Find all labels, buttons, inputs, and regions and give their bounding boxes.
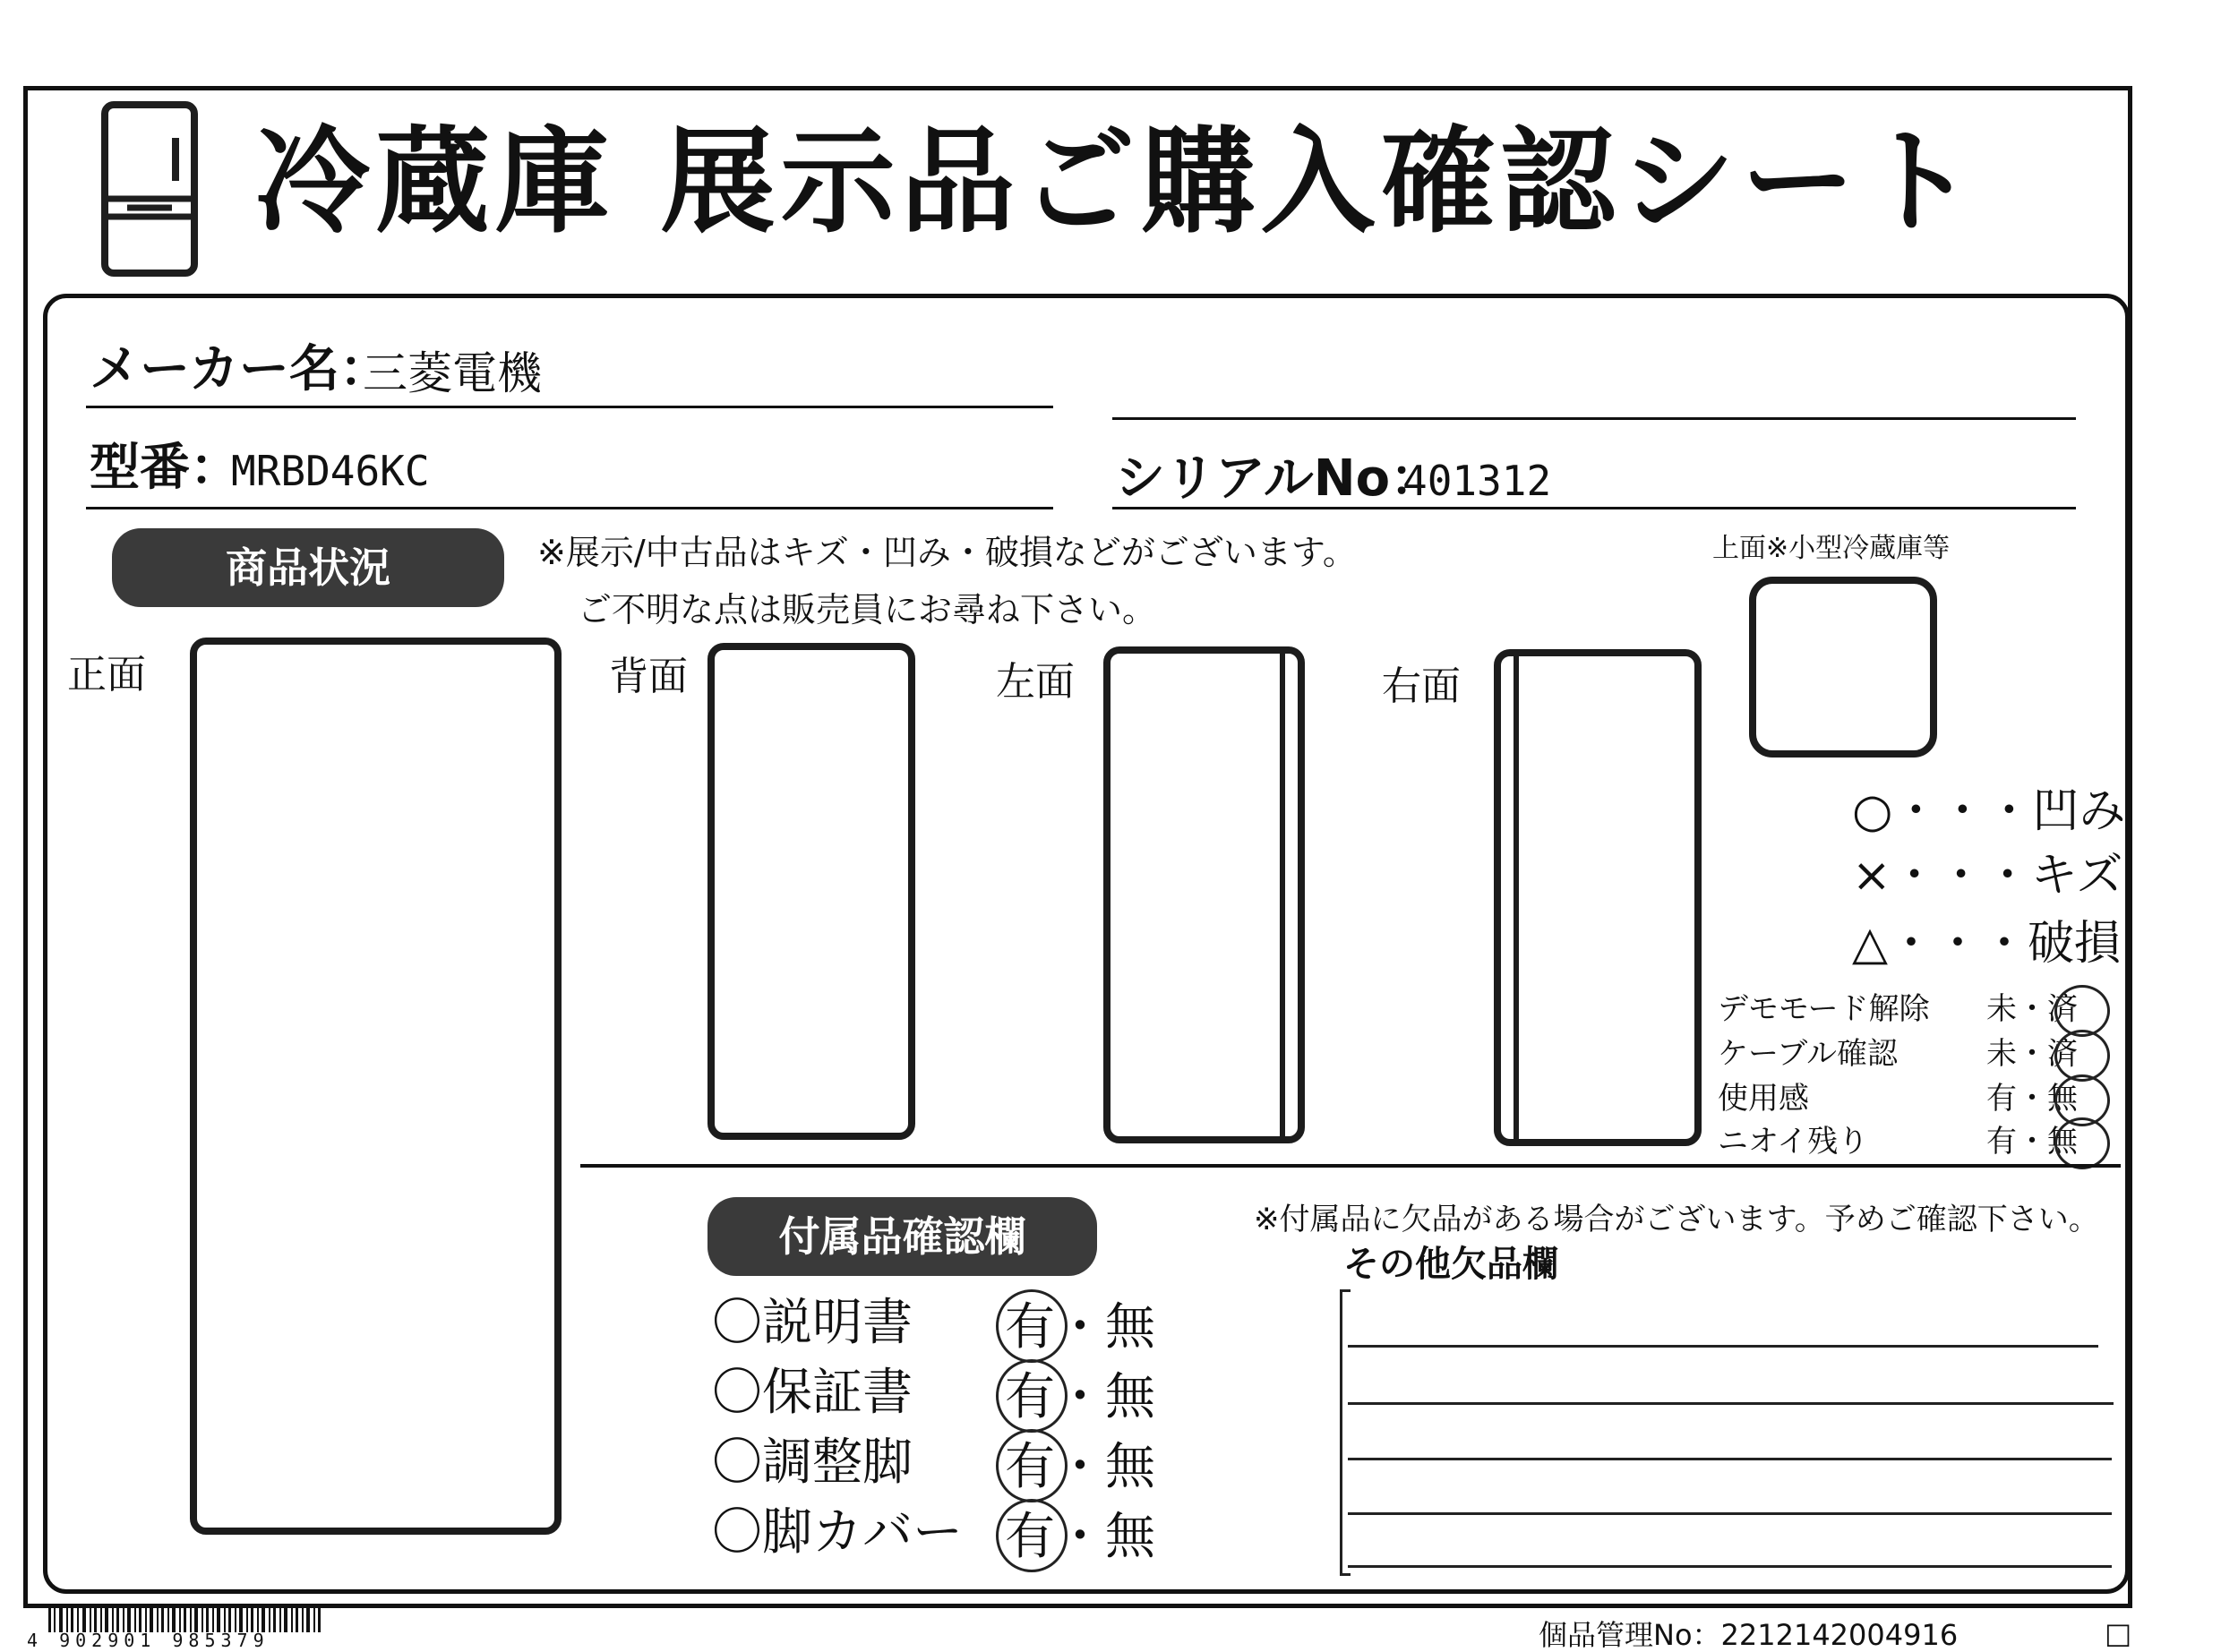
- accessory-warranty-no[interactable]: 無: [1105, 1368, 1155, 1426]
- accessory-name-feet-cover: 脚カバー: [762, 1503, 963, 1562]
- check-label-cable: ケーブル確認: [1718, 1036, 1898, 1072]
- accessory-circle-mark: [996, 1359, 1068, 1433]
- check-label-wear: 使用感: [1718, 1081, 1809, 1117]
- management-number: 個品管理No：2212142004916: [1539, 1618, 1959, 1652]
- accessory-circle-mark: [996, 1289, 1068, 1363]
- legend-dent-symbol: ○: [1852, 784, 1893, 838]
- maker-value: 三菱電機: [363, 347, 542, 399]
- fridge-icon: [100, 100, 199, 279]
- model-value: MRBD46KC: [231, 447, 430, 495]
- accessory-feet-yes[interactable]: 有: [1005, 1438, 1055, 1496]
- accessory-row-feet-cover: [712, 1503, 963, 1562]
- legend-scratch-meaning: キズ: [2030, 849, 2123, 903]
- accessory-bullet: 〇: [712, 1364, 762, 1422]
- check-wear-sep: ・: [2017, 1081, 2047, 1117]
- legend-damage: [1852, 917, 2122, 971]
- footer-checkbox[interactable]: □: [2105, 1616, 2132, 1650]
- left-view-edge-line: [1280, 646, 1285, 1143]
- accessory-bullet: 〇: [712, 1503, 762, 1562]
- accessory-bullet: 〇: [712, 1434, 762, 1492]
- barcode-image: [47, 1605, 324, 1632]
- left-view-panel[interactable]: [1103, 646, 1305, 1143]
- accessories-note: ※付属品に欠品がある場合がございます。予めご確認下さい。: [1254, 1202, 2099, 1237]
- right-view-panel[interactable]: [1494, 649, 1702, 1146]
- legend-scratch-dots: ・・・: [1891, 849, 2031, 903]
- back-view-panel[interactable]: [707, 643, 915, 1140]
- section-divider: [580, 1164, 2121, 1168]
- check-odor-opt1[interactable]: 有: [1986, 1124, 2017, 1160]
- maker-underline: [86, 406, 1053, 408]
- legend-damage-symbol: △: [1852, 917, 1888, 971]
- sheet-title: 冷蔵庫 展示品ご購入確認シート: [255, 116, 1981, 249]
- model-label: 型番：: [90, 439, 240, 497]
- legend-damage-dots: ・・・: [1888, 917, 2028, 971]
- accessories-heading: 付属品確認欄: [707, 1197, 1097, 1276]
- accessory-circle-mark: [996, 1499, 1068, 1572]
- check-odor-sep: ・: [2017, 1124, 2047, 1160]
- accessory-name-manual: 説明書: [762, 1294, 913, 1352]
- blank-underline: [1112, 417, 2076, 420]
- barcode-digits: 4 902901 985379: [27, 1630, 270, 1651]
- accessory-sep: ・: [1055, 1298, 1105, 1357]
- check-cable-sep: ・: [2017, 1036, 2047, 1072]
- right-view-label: 右面: [1382, 663, 1461, 709]
- check-wear-opt2[interactable]: 無: [2047, 1081, 2078, 1117]
- accessory-sep: ・: [1055, 1438, 1105, 1496]
- check-cable-opt2[interactable]: 済: [2047, 1036, 2078, 1072]
- check-wear-opt1[interactable]: 有: [1986, 1081, 2017, 1117]
- serial-label: シリアルNo：: [1115, 449, 1441, 508]
- legend-scratch: [1852, 849, 2123, 903]
- accessory-row-feet: [712, 1434, 913, 1492]
- accessory-row-warranty: [712, 1364, 913, 1422]
- other-missing-line[interactable]: [1348, 1402, 2114, 1405]
- accessory-manual-yes[interactable]: 有: [1005, 1298, 1055, 1357]
- condition-note-1: ※展示/中古品はキズ・凹み・破損などがございます。: [537, 533, 1357, 572]
- serial-value: 401312: [1402, 457, 1552, 505]
- maker-label: メーカー名：: [90, 340, 390, 398]
- check-demo-sep: ・: [2017, 991, 2047, 1027]
- other-missing-label: その他欠品欄: [1343, 1244, 1558, 1285]
- other-missing-line[interactable]: [1348, 1565, 2112, 1568]
- check-cable-opt1[interactable]: 未: [1986, 1036, 2017, 1072]
- accessory-warranty-yes[interactable]: 有: [1005, 1368, 1055, 1426]
- check-circle-mark: [2054, 1117, 2110, 1169]
- other-missing-bracket: [1340, 1289, 1351, 1576]
- other-missing-line[interactable]: [1348, 1458, 2112, 1460]
- model-underline: [86, 507, 1053, 509]
- check-odor-opt2[interactable]: 無: [2047, 1124, 2078, 1160]
- legend-scratch-symbol: ×: [1852, 849, 1891, 903]
- accessory-manual-no[interactable]: 無: [1105, 1298, 1155, 1357]
- legend-dent: [1852, 784, 2126, 838]
- accessory-sep: ・: [1055, 1368, 1105, 1426]
- accessory-sep: ・: [1055, 1508, 1105, 1566]
- check-label-odor: ニオイ残り: [1718, 1124, 1869, 1160]
- accessory-feet-cover-yes[interactable]: 有: [1005, 1508, 1055, 1566]
- front-view-panel[interactable]: [190, 638, 562, 1535]
- accessory-feet-no[interactable]: 無: [1105, 1438, 1155, 1496]
- left-view-label: 左面: [996, 659, 1075, 705]
- accessory-name-warranty: 保証書: [762, 1364, 913, 1422]
- other-missing-line[interactable]: [1348, 1512, 2112, 1515]
- legend-damage-meaning: 破損: [2028, 917, 2122, 971]
- front-view-label: 正面: [67, 652, 146, 698]
- top-view-label: 上面※小型冷蔵庫等: [1712, 533, 1951, 564]
- other-missing-line[interactable]: [1348, 1345, 2098, 1348]
- accessory-circle-mark: [996, 1429, 1068, 1502]
- top-view-panel[interactable]: [1749, 577, 1937, 758]
- check-demo-opt2[interactable]: 済: [2047, 991, 2078, 1027]
- accessory-row-manual: [712, 1294, 913, 1352]
- condition-heading: 商品状況: [112, 528, 504, 607]
- accessory-bullet: 〇: [712, 1294, 762, 1352]
- check-label-demo: デモモード解除: [1718, 991, 1930, 1027]
- accessory-feet-cover-no[interactable]: 無: [1105, 1508, 1155, 1566]
- back-view-label: 背面: [609, 654, 688, 699]
- right-view-edge-line: [1514, 649, 1519, 1146]
- legend-dent-meaning: 凹み: [2032, 784, 2126, 838]
- accessory-name-feet: 調整脚: [762, 1434, 913, 1492]
- condition-note-2: ご不明な点は販売員にお尋ね下さい。: [578, 590, 1157, 629]
- serial-underline: [1112, 507, 2076, 509]
- check-demo-opt1[interactable]: 未: [1986, 991, 2017, 1027]
- legend-dent-dots: ・・・: [1892, 784, 2033, 838]
